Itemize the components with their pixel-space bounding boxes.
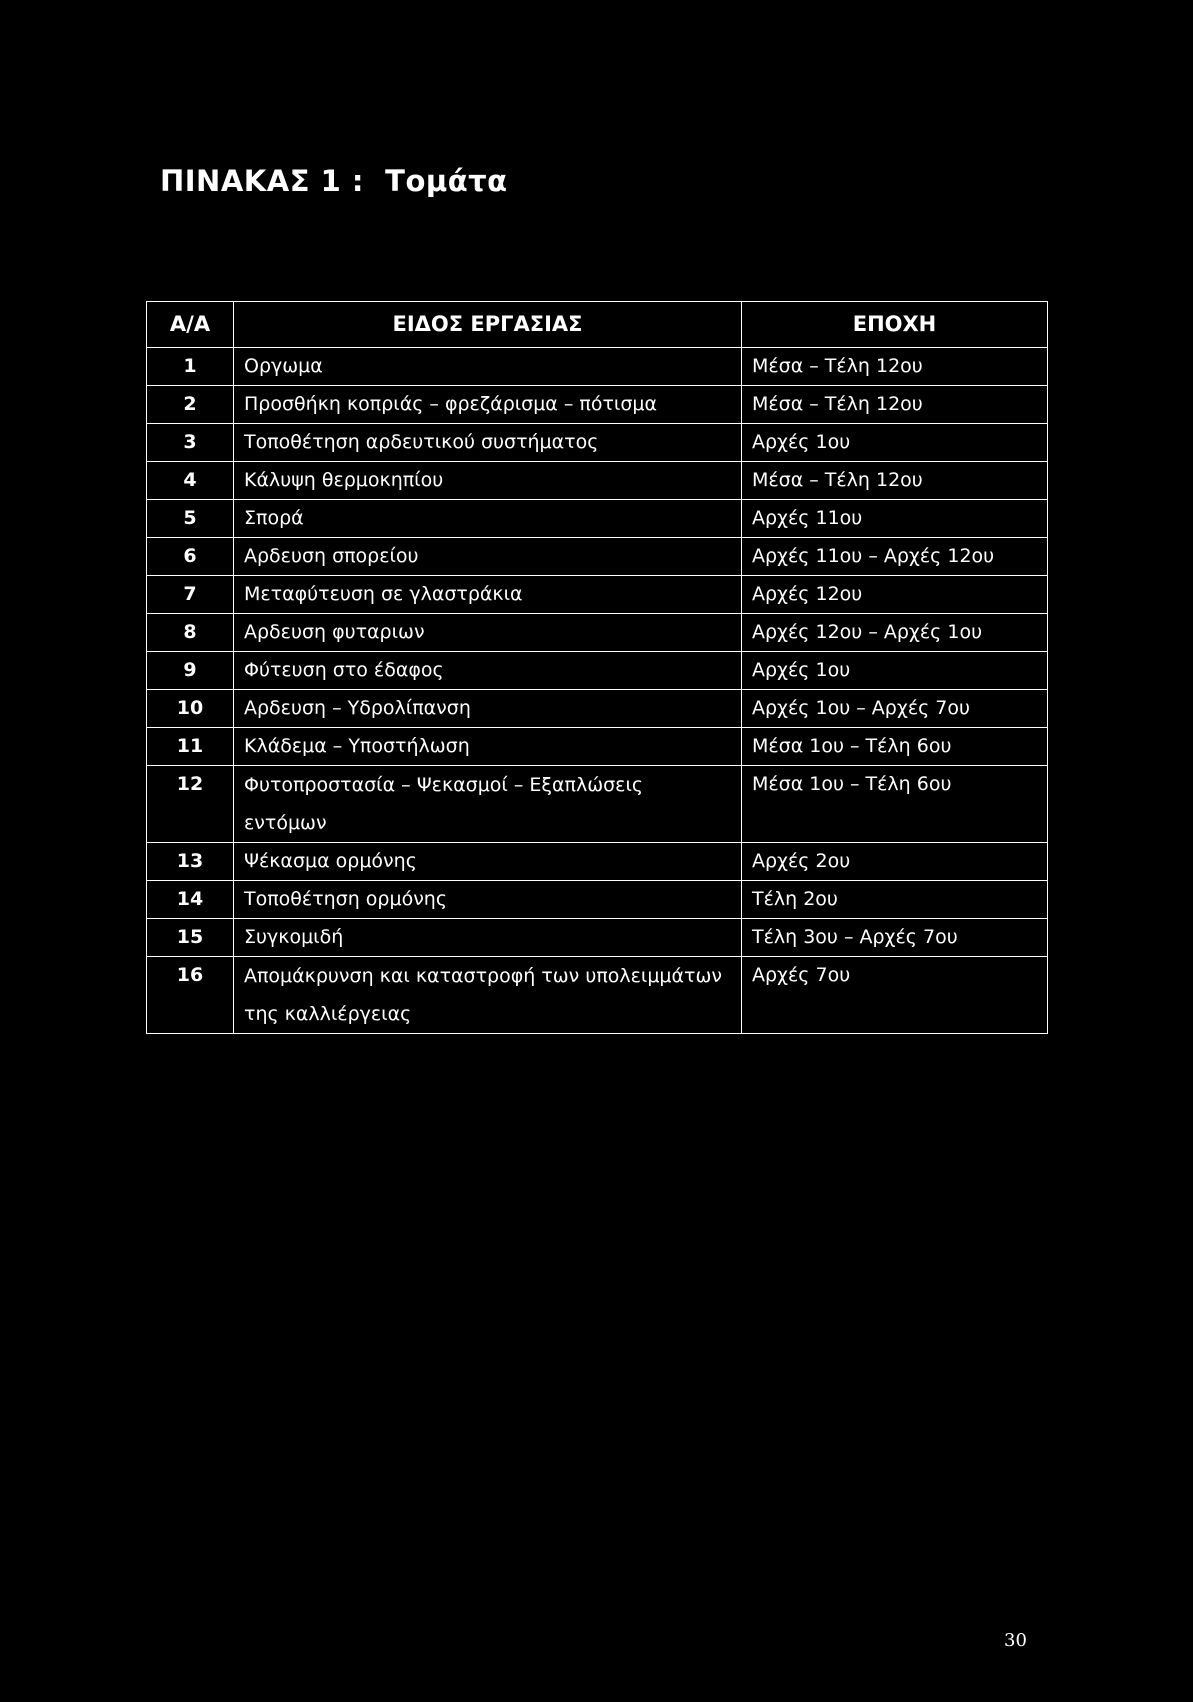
row-number: 6 [147, 538, 234, 576]
table-row [147, 576, 1048, 614]
row-work: Τοποθέτηση ορμόνης [234, 881, 742, 919]
row-season: Μέσα – Τέλη 12ου [742, 462, 1048, 500]
table-row [147, 424, 1048, 462]
row-work: Απομάκρυνση και καταστροφή των υπολειμμάτων της καλλιέργειας [234, 957, 742, 1034]
row-season: Αρχές 12ου – Αρχές 1ου [742, 614, 1048, 652]
table-row [147, 919, 1048, 957]
row-number: 3 [147, 424, 234, 462]
row-season: Αρχές 2ου [742, 843, 1048, 881]
row-number: 13 [147, 843, 234, 881]
header-work-type: ΕΙΔΟΣ ΕΡΓΑΣΙΑΣ [234, 302, 742, 348]
row-season: Αρχές 11ου [742, 500, 1048, 538]
table-row [147, 500, 1048, 538]
row-season: Αρχές 7ου [742, 957, 1048, 1034]
row-number: 10 [147, 690, 234, 728]
row-number: 5 [147, 500, 234, 538]
row-work: Τοποθέτηση αρδευτικού συστήματος [234, 424, 742, 462]
table-row [147, 614, 1048, 652]
row-season: Αρχές 1ου – Αρχές 7ου [742, 690, 1048, 728]
row-work: Κλάδεμα – Υποστήλωση [234, 728, 742, 766]
table-row [147, 348, 1048, 386]
row-season: Μέσα 1ου – Τέλη 6ου [742, 766, 1048, 843]
table-row [147, 690, 1048, 728]
table-row [147, 386, 1048, 424]
row-number: 1 [147, 348, 234, 386]
header-season: ΕΠΟΧΗ [742, 302, 1048, 348]
table-row [147, 728, 1048, 766]
row-season: Μέσα – Τέλη 12ου [742, 348, 1048, 386]
row-number: 11 [147, 728, 234, 766]
row-number: 9 [147, 652, 234, 690]
row-work: Φυτοπροστασία – Ψεκασμοί – Εξαπλώσεις εντόμων [234, 766, 742, 843]
row-season: Μέσα – Τέλη 12ου [742, 386, 1048, 424]
table-row [147, 538, 1048, 576]
row-work: Μεταφύτευση σε γλαστράκια [234, 576, 742, 614]
row-number: 15 [147, 919, 234, 957]
row-work: Συγκομιδή [234, 919, 742, 957]
work-schedule-table [146, 301, 1048, 1034]
row-number: 7 [147, 576, 234, 614]
row-season: Αρχές 1ου [742, 652, 1048, 690]
row-season: Αρχές 12ου [742, 576, 1048, 614]
row-work: Κάλυψη θερμοκηπίου [234, 462, 742, 500]
row-number: 2 [147, 386, 234, 424]
table-row [147, 652, 1048, 690]
row-work: Οργωμα [234, 348, 742, 386]
row-season: Αρχές 11ου – Αρχές 12ου [742, 538, 1048, 576]
table-row [147, 881, 1048, 919]
row-work: Προσθήκη κοπριάς – φρεζάρισμα – πότισμα [234, 386, 742, 424]
row-season: Μέσα 1ου – Τέλη 6ου [742, 728, 1048, 766]
table-row [147, 462, 1048, 500]
row-number: 14 [147, 881, 234, 919]
row-work: Σπορά [234, 500, 742, 538]
table-row [147, 843, 1048, 881]
page-number: 30 [1004, 1630, 1027, 1651]
row-season: Τέλη 3ου – Αρχές 7ου [742, 919, 1048, 957]
row-season: Αρχές 1ου [742, 424, 1048, 462]
row-work: Ψέκασμα ορμόνης [234, 843, 742, 881]
table-row [147, 766, 1048, 843]
row-number: 16 [147, 957, 234, 1034]
table-header-row [147, 302, 1048, 348]
row-number: 12 [147, 766, 234, 843]
row-number: 4 [147, 462, 234, 500]
row-season: Τέλη 2ου [742, 881, 1048, 919]
row-work: Αρδευση φυταριων [234, 614, 742, 652]
page-title: ΠΙΝΑΚΑΣ 1 : Τομάτα [160, 164, 508, 198]
header-aa: Α/Α [147, 302, 234, 348]
row-work: Αρδευση – Υδρολίπανση [234, 690, 742, 728]
row-work: Φύτευση στο έδαφος [234, 652, 742, 690]
row-work: Αρδευση σπορείου [234, 538, 742, 576]
table-row [147, 957, 1048, 1034]
row-number: 8 [147, 614, 234, 652]
